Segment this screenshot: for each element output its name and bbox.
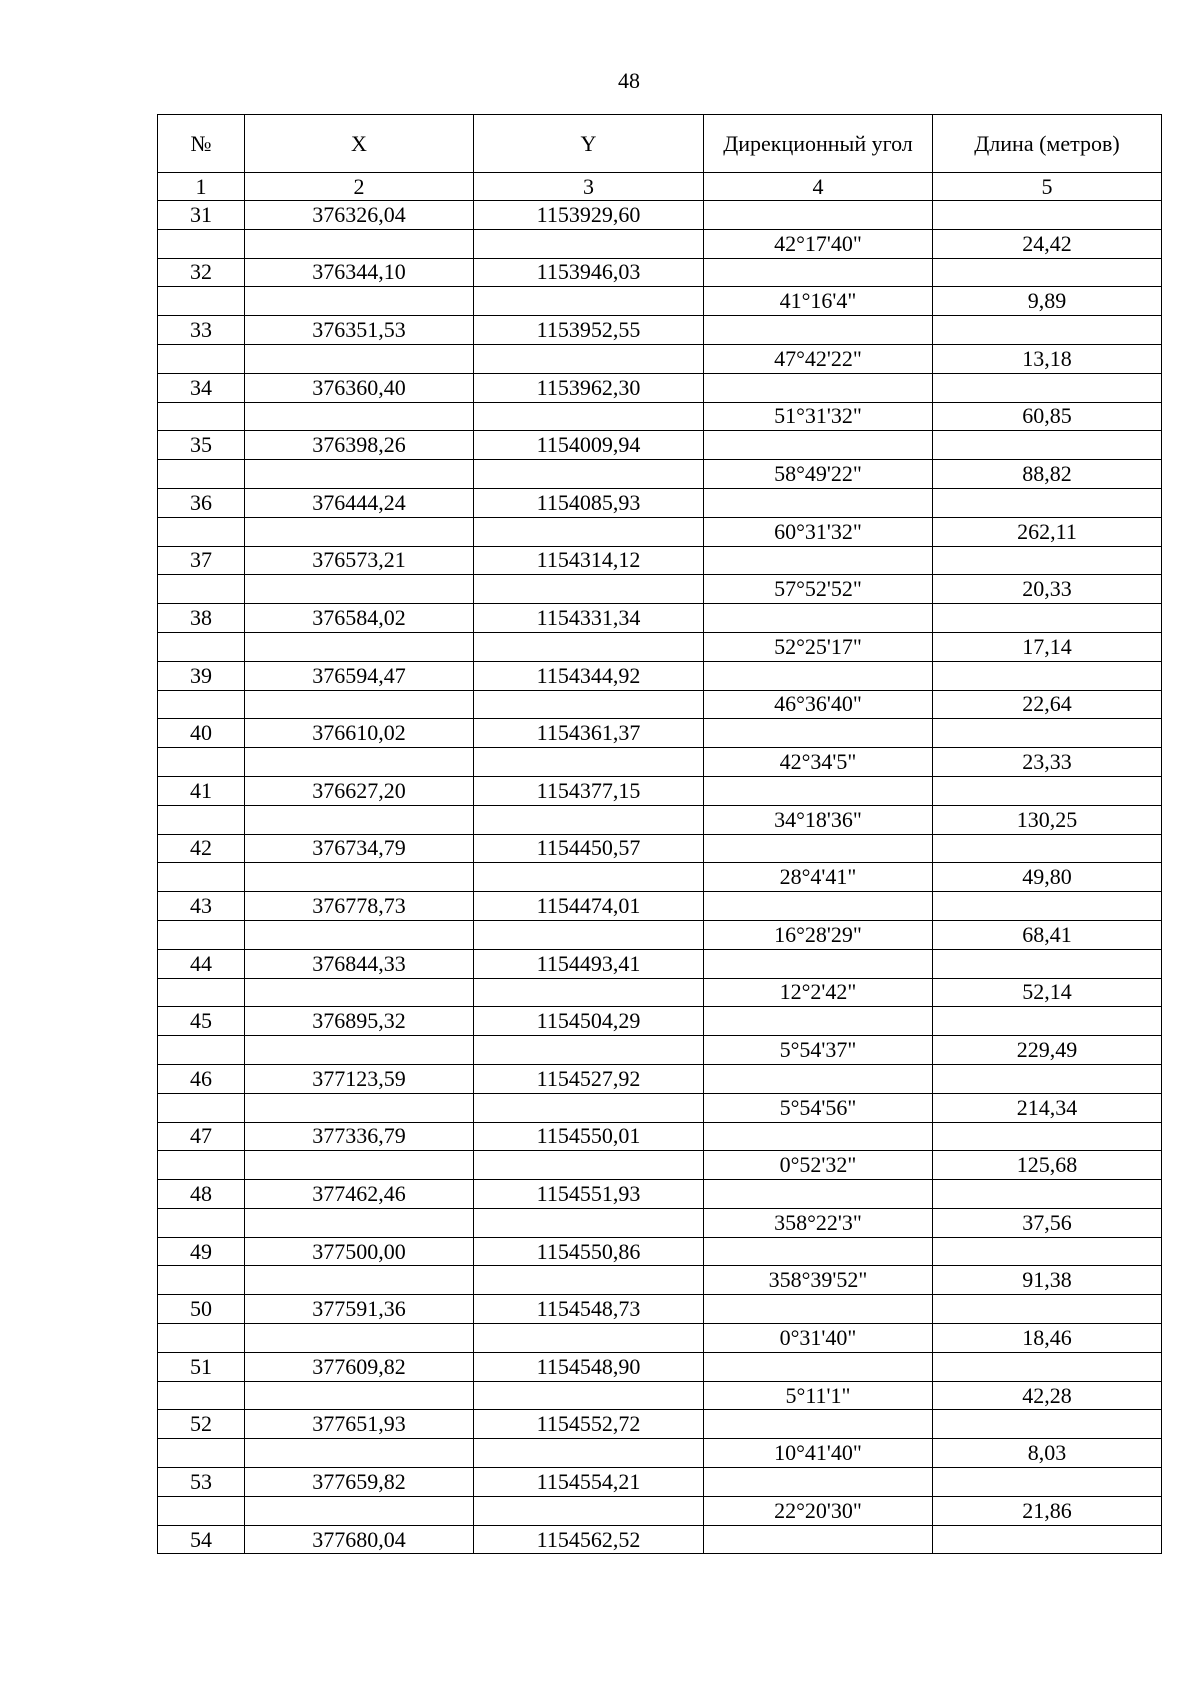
- cell-y: 1154314,12: [474, 546, 704, 575]
- cell-number: 40: [158, 719, 245, 748]
- cell-direction-angle: [704, 1468, 933, 1497]
- table-row-segment: [158, 690, 1162, 719]
- table-row-segment: [158, 287, 1162, 316]
- cell-length: [933, 1525, 1162, 1554]
- cell-length: [933, 661, 1162, 690]
- cell-y: 1153952,55: [474, 316, 704, 345]
- cell-x: 377680,04: [245, 1525, 474, 1554]
- cell-direction-angle: [704, 834, 933, 863]
- cell-x: 377500,00: [245, 1237, 474, 1266]
- cell-number: [158, 517, 245, 546]
- table-row-segment: [158, 920, 1162, 949]
- cell-length: [933, 1122, 1162, 1151]
- cell-number: [158, 632, 245, 661]
- cell-number: 52: [158, 1410, 245, 1439]
- cell-direction-angle: 57°52'52": [704, 575, 933, 604]
- cell-x: 376610,02: [245, 719, 474, 748]
- cell-number: 33: [158, 316, 245, 345]
- cell-number: [158, 1036, 245, 1065]
- cell-number: 46: [158, 1064, 245, 1093]
- cell-number: 31: [158, 201, 245, 230]
- cell-y: 1154562,52: [474, 1525, 704, 1554]
- header-y: Y: [474, 115, 704, 173]
- cell-number: [158, 1266, 245, 1295]
- cell-direction-angle: 22°20'30": [704, 1496, 933, 1525]
- cell-x: [245, 460, 474, 489]
- cell-direction-angle: 5°11'1": [704, 1381, 933, 1410]
- table-row-point: [158, 1180, 1162, 1209]
- cell-y: 1154552,72: [474, 1410, 704, 1439]
- cell-direction-angle: [704, 431, 933, 460]
- column-index-row: [158, 173, 1162, 201]
- cell-length: [933, 1295, 1162, 1324]
- cell-x: [245, 402, 474, 431]
- cell-length: [933, 488, 1162, 517]
- cell-x: 377651,93: [245, 1410, 474, 1439]
- cell-x: [245, 920, 474, 949]
- cell-length: [933, 1064, 1162, 1093]
- cell-y: 1154085,93: [474, 488, 704, 517]
- header-x: X: [245, 115, 474, 173]
- cell-y: 1153962,30: [474, 373, 704, 402]
- cell-y: 1154344,92: [474, 661, 704, 690]
- cell-length: [933, 546, 1162, 575]
- table-row-segment: [158, 1208, 1162, 1237]
- cell-number: 49: [158, 1237, 245, 1266]
- cell-length: 9,89: [933, 287, 1162, 316]
- cell-y: [474, 344, 704, 373]
- table-row-point: [158, 719, 1162, 748]
- table-row-segment: [158, 1496, 1162, 1525]
- cell-y: 1154450,57: [474, 834, 704, 863]
- cell-y: 1154548,90: [474, 1352, 704, 1381]
- cell-y: [474, 1324, 704, 1353]
- column-index: 1: [158, 173, 245, 201]
- cell-number: [158, 863, 245, 892]
- cell-x: [245, 344, 474, 373]
- cell-number: [158, 1093, 245, 1122]
- header-direction-angle: Дирекционный угол: [704, 115, 933, 173]
- cell-y: [474, 863, 704, 892]
- cell-number: 43: [158, 892, 245, 921]
- cell-direction-angle: 5°54'37": [704, 1036, 933, 1065]
- table-row-point: [158, 892, 1162, 921]
- cell-y: [474, 805, 704, 834]
- cell-length: [933, 1352, 1162, 1381]
- coordinates-table: [157, 114, 1162, 1554]
- cell-number: [158, 344, 245, 373]
- cell-x: [245, 690, 474, 719]
- cell-number: 41: [158, 776, 245, 805]
- cell-direction-angle: [704, 1525, 933, 1554]
- cell-y: [474, 1151, 704, 1180]
- cell-direction-angle: [704, 373, 933, 402]
- cell-x: [245, 978, 474, 1007]
- table-row-segment: [158, 460, 1162, 489]
- cell-number: [158, 920, 245, 949]
- cell-number: 32: [158, 258, 245, 287]
- cell-y: 1154474,01: [474, 892, 704, 921]
- cell-y: 1154009,94: [474, 431, 704, 460]
- cell-length: 52,14: [933, 978, 1162, 1007]
- cell-number: 50: [158, 1295, 245, 1324]
- table-row-point: [158, 1064, 1162, 1093]
- cell-length: [933, 258, 1162, 287]
- cell-direction-angle: 16°28'29": [704, 920, 933, 949]
- cell-number: 54: [158, 1525, 245, 1554]
- cell-x: 376778,73: [245, 892, 474, 921]
- cell-direction-angle: 358°22'3": [704, 1208, 933, 1237]
- cell-number: [158, 287, 245, 316]
- cell-x: 376326,04: [245, 201, 474, 230]
- cell-length: 42,28: [933, 1381, 1162, 1410]
- table-row-point: [158, 488, 1162, 517]
- cell-number: 44: [158, 949, 245, 978]
- cell-x: 376360,40: [245, 373, 474, 402]
- cell-length: 49,80: [933, 863, 1162, 892]
- cell-y: [474, 1496, 704, 1525]
- cell-number: 48: [158, 1180, 245, 1209]
- column-index: 3: [474, 173, 704, 201]
- table-row-segment: [158, 344, 1162, 373]
- cell-y: 1153929,60: [474, 201, 704, 230]
- table-row-point: [158, 373, 1162, 402]
- cell-direction-angle: [704, 604, 933, 633]
- table-row-point: [158, 316, 1162, 345]
- table-body: [158, 201, 1162, 1554]
- cell-y: 1154331,34: [474, 604, 704, 633]
- cell-y: 1154493,41: [474, 949, 704, 978]
- cell-y: [474, 402, 704, 431]
- cell-x: 376444,24: [245, 488, 474, 517]
- table-header-row: [158, 115, 1162, 173]
- cell-x: [245, 748, 474, 777]
- cell-y: 1154504,29: [474, 1007, 704, 1036]
- cell-number: 36: [158, 488, 245, 517]
- cell-x: [245, 1324, 474, 1353]
- cell-length: [933, 892, 1162, 921]
- cell-x: 377591,36: [245, 1295, 474, 1324]
- table-row-segment: [158, 1439, 1162, 1468]
- cell-x: [245, 1496, 474, 1525]
- cell-x: [245, 517, 474, 546]
- table-row-point: [158, 776, 1162, 805]
- cell-x: [245, 632, 474, 661]
- cell-y: [474, 690, 704, 719]
- cell-y: 1154361,37: [474, 719, 704, 748]
- cell-length: [933, 1007, 1162, 1036]
- cell-y: [474, 1208, 704, 1237]
- cell-y: 1154548,73: [474, 1295, 704, 1324]
- cell-x: 376594,47: [245, 661, 474, 690]
- cell-x: [245, 575, 474, 604]
- cell-y: 1154527,92: [474, 1064, 704, 1093]
- cell-direction-angle: 28°4'41": [704, 863, 933, 892]
- table-row-segment: [158, 805, 1162, 834]
- cell-y: 1153946,03: [474, 258, 704, 287]
- cell-length: 8,03: [933, 1439, 1162, 1468]
- table-row-segment: [158, 1151, 1162, 1180]
- cell-length: [933, 1180, 1162, 1209]
- cell-length: 24,42: [933, 229, 1162, 258]
- cell-length: 214,34: [933, 1093, 1162, 1122]
- table-row-segment: [158, 1381, 1162, 1410]
- cell-length: 22,64: [933, 690, 1162, 719]
- cell-length: [933, 1410, 1162, 1439]
- cell-number: [158, 1496, 245, 1525]
- cell-direction-angle: [704, 488, 933, 517]
- cell-length: 91,38: [933, 1266, 1162, 1295]
- cell-x: 376351,53: [245, 316, 474, 345]
- cell-y: [474, 920, 704, 949]
- cell-x: [245, 229, 474, 258]
- cell-y: [474, 1036, 704, 1065]
- cell-x: 376398,26: [245, 431, 474, 460]
- table-row-point: [158, 949, 1162, 978]
- table-row-point: [158, 1295, 1162, 1324]
- cell-number: 47: [158, 1122, 245, 1151]
- cell-length: 18,46: [933, 1324, 1162, 1353]
- cell-x: [245, 1036, 474, 1065]
- cell-y: 1154554,21: [474, 1468, 704, 1497]
- cell-length: [933, 834, 1162, 863]
- table-row-segment: [158, 1266, 1162, 1295]
- cell-direction-angle: [704, 201, 933, 230]
- cell-length: 21,86: [933, 1496, 1162, 1525]
- cell-number: [158, 402, 245, 431]
- cell-number: [158, 1208, 245, 1237]
- table-row-point: [158, 1468, 1162, 1497]
- cell-x: [245, 1208, 474, 1237]
- table-row-point: [158, 1352, 1162, 1381]
- table-row-point: [158, 1525, 1162, 1554]
- cell-x: [245, 1151, 474, 1180]
- cell-x: 377462,46: [245, 1180, 474, 1209]
- cell-y: 1154550,01: [474, 1122, 704, 1151]
- cell-number: [158, 1381, 245, 1410]
- cell-y: 1154377,15: [474, 776, 704, 805]
- cell-number: 34: [158, 373, 245, 402]
- cell-y: [474, 575, 704, 604]
- cell-length: 125,68: [933, 1151, 1162, 1180]
- cell-x: 376573,21: [245, 546, 474, 575]
- cell-number: 51: [158, 1352, 245, 1381]
- cell-y: [474, 632, 704, 661]
- cell-number: 37: [158, 546, 245, 575]
- table-row-segment: [158, 1324, 1162, 1353]
- cell-number: [158, 690, 245, 719]
- cell-y: [474, 517, 704, 546]
- table-row-point: [158, 431, 1162, 460]
- cell-direction-angle: [704, 1295, 933, 1324]
- cell-length: 262,11: [933, 517, 1162, 546]
- cell-direction-angle: 47°42'22": [704, 344, 933, 373]
- cell-length: 130,25: [933, 805, 1162, 834]
- cell-length: 23,33: [933, 748, 1162, 777]
- cell-length: 17,14: [933, 632, 1162, 661]
- cell-y: [474, 978, 704, 1007]
- cell-y: 1154551,93: [474, 1180, 704, 1209]
- table-row-point: [158, 546, 1162, 575]
- cell-x: [245, 1093, 474, 1122]
- cell-number: [158, 1439, 245, 1468]
- cell-direction-angle: 51°31'32": [704, 402, 933, 431]
- cell-direction-angle: 46°36'40": [704, 690, 933, 719]
- cell-length: 88,82: [933, 460, 1162, 489]
- cell-length: 13,18: [933, 344, 1162, 373]
- cell-length: [933, 1468, 1162, 1497]
- cell-direction-angle: 0°52'32": [704, 1151, 933, 1180]
- cell-number: [158, 805, 245, 834]
- page-number: 48: [618, 68, 640, 93]
- cell-number: [158, 748, 245, 777]
- cell-direction-angle: 5°54'56": [704, 1093, 933, 1122]
- cell-number: [158, 460, 245, 489]
- cell-length: [933, 316, 1162, 345]
- cell-x: 377123,59: [245, 1064, 474, 1093]
- cell-direction-angle: [704, 719, 933, 748]
- table-row-segment: [158, 517, 1162, 546]
- cell-direction-angle: [704, 546, 933, 575]
- cell-x: 376344,10: [245, 258, 474, 287]
- table-row-point: [158, 1007, 1162, 1036]
- cell-direction-angle: [704, 1007, 933, 1036]
- table-row-segment: [158, 575, 1162, 604]
- cell-direction-angle: [704, 776, 933, 805]
- cell-x: 377336,79: [245, 1122, 474, 1151]
- cell-number: [158, 1151, 245, 1180]
- cell-number: 35: [158, 431, 245, 460]
- cell-x: [245, 1266, 474, 1295]
- table-row-segment: [158, 229, 1162, 258]
- table-row-point: [158, 661, 1162, 690]
- table-row-segment: [158, 1093, 1162, 1122]
- cell-x: 376627,20: [245, 776, 474, 805]
- cell-x: 377659,82: [245, 1468, 474, 1497]
- cell-y: [474, 1093, 704, 1122]
- cell-direction-angle: 42°34'5": [704, 748, 933, 777]
- cell-direction-angle: 41°16'4": [704, 287, 933, 316]
- cell-length: 20,33: [933, 575, 1162, 604]
- cell-number: 38: [158, 604, 245, 633]
- table-row-point: [158, 1237, 1162, 1266]
- cell-y: [474, 229, 704, 258]
- cell-direction-angle: [704, 258, 933, 287]
- cell-x: 376734,79: [245, 834, 474, 863]
- cell-direction-angle: [704, 1410, 933, 1439]
- table-row-point: [158, 604, 1162, 633]
- cell-direction-angle: 10°41'40": [704, 1439, 933, 1468]
- cell-direction-angle: 358°39'52": [704, 1266, 933, 1295]
- table-row-point: [158, 258, 1162, 287]
- cell-length: [933, 604, 1162, 633]
- cell-y: 1154550,86: [474, 1237, 704, 1266]
- cell-length: 60,85: [933, 402, 1162, 431]
- cell-length: [933, 776, 1162, 805]
- cell-direction-angle: 60°31'32": [704, 517, 933, 546]
- cell-direction-angle: [704, 1122, 933, 1151]
- table-row-segment: [158, 748, 1162, 777]
- table-row-segment: [158, 1036, 1162, 1065]
- cell-direction-angle: [704, 661, 933, 690]
- cell-x: 377609,82: [245, 1352, 474, 1381]
- table-row-segment: [158, 978, 1162, 1007]
- header-length: Длина (метров): [933, 115, 1162, 173]
- cell-x: [245, 1439, 474, 1468]
- cell-length: [933, 719, 1162, 748]
- cell-direction-angle: 58°49'22": [704, 460, 933, 489]
- column-index: 2: [245, 173, 474, 201]
- cell-length: [933, 1237, 1162, 1266]
- cell-direction-angle: [704, 316, 933, 345]
- cell-number: [158, 1324, 245, 1353]
- header-number: №: [158, 115, 245, 173]
- cell-y: [474, 460, 704, 489]
- cell-number: 45: [158, 1007, 245, 1036]
- cell-direction-angle: [704, 892, 933, 921]
- cell-number: [158, 978, 245, 1007]
- cell-length: 68,41: [933, 920, 1162, 949]
- cell-number: [158, 229, 245, 258]
- cell-number: 53: [158, 1468, 245, 1497]
- cell-x: [245, 805, 474, 834]
- cell-length: 229,49: [933, 1036, 1162, 1065]
- cell-number: 39: [158, 661, 245, 690]
- cell-direction-angle: [704, 1064, 933, 1093]
- cell-length: [933, 431, 1162, 460]
- cell-length: [933, 949, 1162, 978]
- cell-y: [474, 748, 704, 777]
- cell-number: 42: [158, 834, 245, 863]
- table-row-point: [158, 1122, 1162, 1151]
- cell-direction-angle: 12°2'42": [704, 978, 933, 1007]
- table-row-point: [158, 1410, 1162, 1439]
- column-index: 4: [704, 173, 933, 201]
- cell-direction-angle: [704, 949, 933, 978]
- cell-y: [474, 1266, 704, 1295]
- table-row-segment: [158, 402, 1162, 431]
- table-row-segment: [158, 632, 1162, 661]
- cell-direction-angle: [704, 1352, 933, 1381]
- cell-direction-angle: 0°31'40": [704, 1324, 933, 1353]
- cell-length: [933, 201, 1162, 230]
- cell-direction-angle: 42°17'40": [704, 229, 933, 258]
- table-row-point: [158, 834, 1162, 863]
- cell-length: [933, 373, 1162, 402]
- column-index: 5: [933, 173, 1162, 201]
- cell-x: 376895,32: [245, 1007, 474, 1036]
- cell-y: [474, 1439, 704, 1468]
- cell-direction-angle: [704, 1180, 933, 1209]
- cell-number: [158, 575, 245, 604]
- cell-y: [474, 1381, 704, 1410]
- table-row-point: [158, 201, 1162, 230]
- cell-x: [245, 1381, 474, 1410]
- table-row-segment: [158, 863, 1162, 892]
- cell-direction-angle: 34°18'36": [704, 805, 933, 834]
- cell-x: [245, 863, 474, 892]
- cell-y: [474, 287, 704, 316]
- cell-direction-angle: [704, 1237, 933, 1266]
- cell-length: 37,56: [933, 1208, 1162, 1237]
- cell-x: 376584,02: [245, 604, 474, 633]
- cell-x: [245, 287, 474, 316]
- cell-x: 376844,33: [245, 949, 474, 978]
- cell-direction-angle: 52°25'17": [704, 632, 933, 661]
